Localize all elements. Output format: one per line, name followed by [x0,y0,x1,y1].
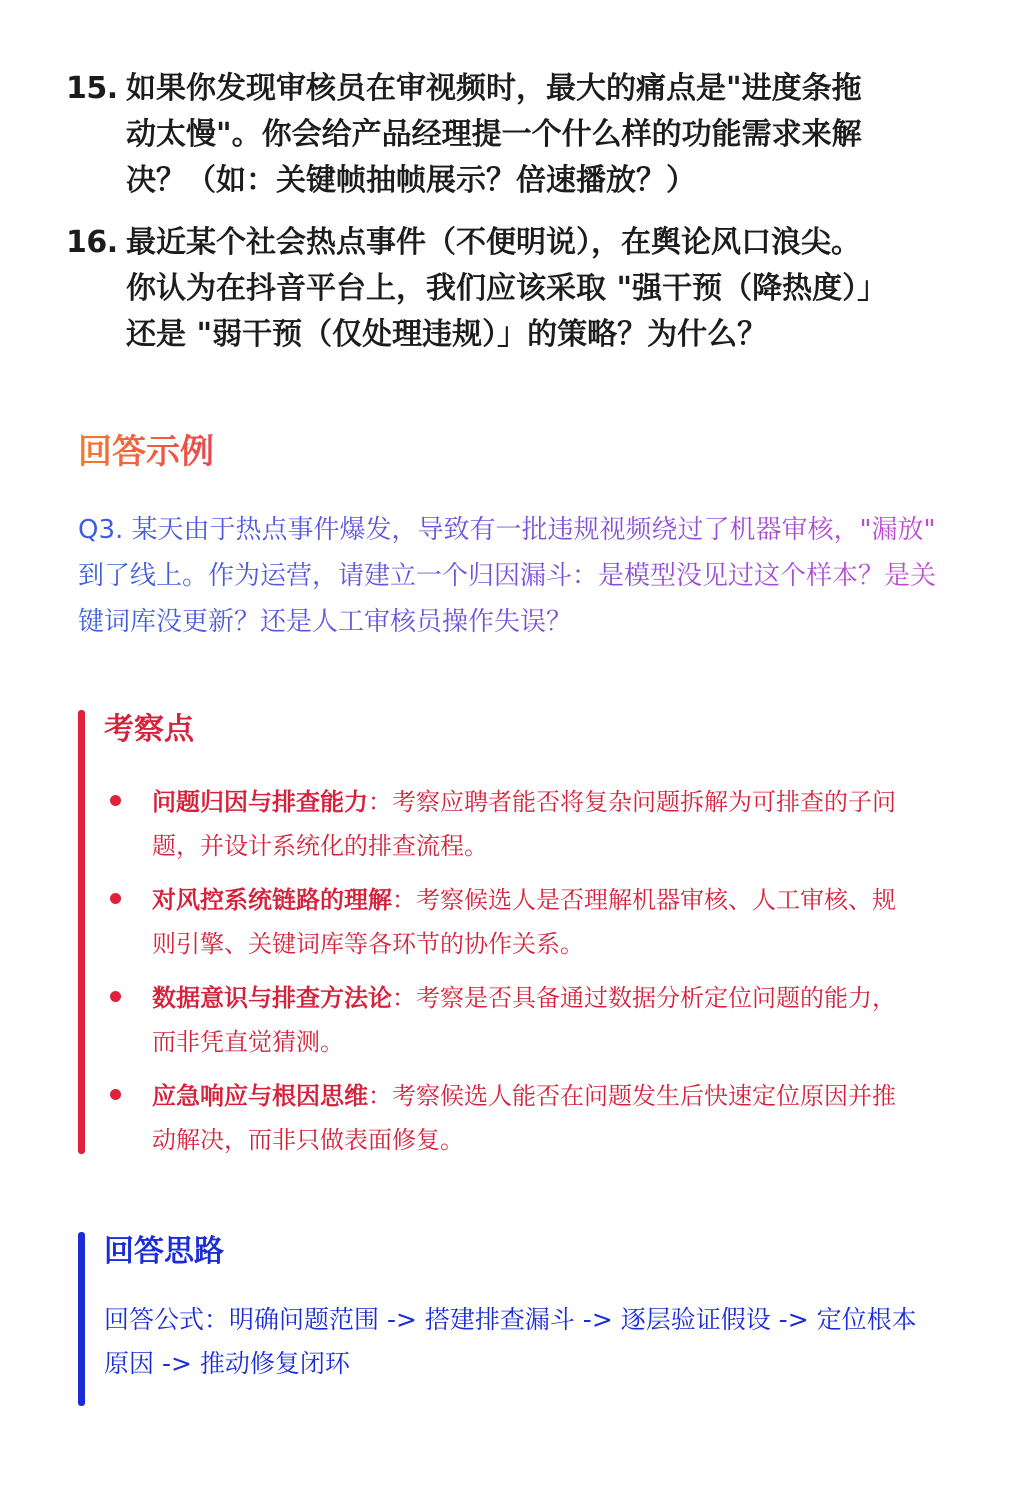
assessment-keyword: 应急响应与根因思维 [152,1082,368,1110]
assessment-callout [78,710,938,1154]
example-heading: 回答示例 [78,426,214,478]
assessment-separator: ： [368,788,392,816]
q3-question: Q3. 某天由于热点事件爆发，导致有一批违规视频绕过了机器审核，"漏放" 到了线上。作为运营，请建立一个归因漏斗：是模型没见过这个样本？是关键词库没更新？还是人工审核员操作失误？ [78,507,938,645]
approach-callout [78,1232,938,1406]
assessment-keyword: 数据意识与排查方法论 [152,984,392,1012]
approach-text: 回答公式：明确问题范围 -> 搭建排查漏斗 -> 逐层验证假设 -> 定位根本原因 -> 推动修复闭环 [104,1305,917,1378]
assessment-desc: 考察应聘者能否将复杂问题拆解为可排查的子问题，并设计系统化的排查流程。 [152,788,896,860]
question-number: 15. [66,71,118,106]
assessment-keyword: 对风控系统链路的理解 [152,886,392,914]
question-text: 如果你发现审核员在审视频时，最大的痛点是"进度条拖动太慢"。你会给产品经理提一个什么样的功能需求来解决？（如：关键帧抽帧展示？倍速播放？） [126,71,862,198]
assessment-separator: ： [392,984,416,1012]
assessment-desc: 考察候选人能否在问题发生后快速定位原因并推动解决，而非只做表面修复。 [152,1082,896,1154]
approach-title: 回答思路 [104,1234,224,1269]
question-list [66,66,946,374]
question-number: 16. [66,225,118,260]
assessment-item [108,780,918,868]
assessment-separator: ： [368,1082,392,1110]
bullet-icon [110,1089,121,1100]
assessment-item [108,976,918,1064]
assessment-keyword: 问题归因与排查能力 [152,788,368,816]
assessment-desc: 考察候选人是否理解机器审核、人工审核、规则引擎、关键词库等各环节的协作关系。 [152,886,896,958]
bullet-icon [110,991,121,1002]
bullet-icon [110,795,121,806]
assessment-item [108,1074,918,1162]
assessment-desc: 考察是否具备通过数据分析定位问题的能力，而非凭直觉猜测。 [152,984,896,1056]
callout-accent-bar [78,1232,85,1406]
question-item [66,66,946,204]
bullet-icon [110,893,121,904]
assessment-list [108,780,918,1172]
question-item [66,220,946,358]
assessment-item [108,878,918,966]
question-text: 最近某个社会热点事件（不便明说），在舆论风口浪尖。你认为在抖音平台上，我们应该采取 "强干预（降热度）」还是 "弱干预（仅处理违规）」的策略？为什么？ [126,225,873,352]
assessment-title: 考察点 [104,712,194,747]
callout-accent-bar [78,710,85,1154]
assessment-separator: ： [392,886,416,914]
